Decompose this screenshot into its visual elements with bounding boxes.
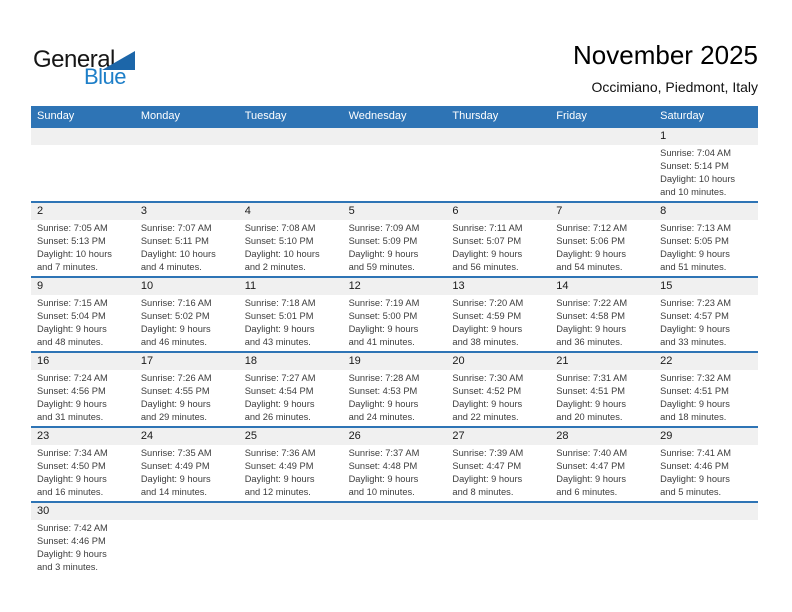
day-cell-empty [135, 145, 239, 201]
daylight-text-cont: and 14 minutes. [140, 486, 207, 497]
sunset-text: Sunset: 5:02 PM [140, 310, 210, 321]
day-number-empty [550, 128, 654, 145]
day-number-10: 10 [140, 280, 154, 292]
day-number-4: 4 [244, 205, 251, 217]
day-cell-4 [239, 220, 343, 276]
day-cell-9 [31, 295, 135, 351]
day-cell-20 [446, 370, 550, 426]
sunrise-text: Sunrise: 7:37 AM [348, 448, 420, 458]
daylight-text-cont: and 54 minutes. [556, 261, 623, 272]
day-cell-empty [654, 520, 758, 576]
day-number-band [31, 128, 758, 145]
daylight-text: Daylight: 9 hours [556, 248, 627, 259]
daylight-text-cont: and 56 minutes. [452, 261, 519, 272]
day-cell-18 [239, 370, 343, 426]
daylight-text: Daylight: 9 hours [244, 473, 315, 484]
daylight-text: Daylight: 9 hours [452, 473, 523, 484]
day-details-band [31, 220, 758, 276]
sunset-text: Sunset: 4:49 PM [244, 460, 314, 471]
sunrise-text: Sunrise: 7:41 AM [660, 448, 731, 458]
sunset-text: Sunset: 4:48 PM [348, 460, 418, 471]
sunset-text: Sunset: 4:58 PM [556, 310, 626, 321]
daylight-text-cont: and 36 minutes. [556, 336, 623, 347]
week-row [31, 351, 758, 426]
weekday-label-thursday: Thursday [452, 110, 499, 122]
daylight-text-cont: and 41 minutes. [348, 336, 415, 347]
sunset-text: Sunset: 5:11 PM [140, 235, 209, 246]
day-cell-1 [654, 145, 758, 201]
day-number-14: 14 [556, 280, 569, 292]
weekday-header-row [31, 106, 758, 126]
sunrise-text: Sunrise: 7:42 AM [37, 523, 108, 533]
daylight-text: Daylight: 9 hours [37, 398, 107, 409]
day-cell-empty [343, 520, 447, 576]
day-cell-empty [31, 145, 135, 201]
daylight-text: Daylight: 9 hours [556, 473, 627, 484]
day-number-22: 22 [660, 355, 673, 367]
general-blue-logo [33, 46, 153, 90]
sunset-text: Sunset: 4:46 PM [660, 460, 729, 471]
daylight-text: Daylight: 9 hours [140, 398, 211, 409]
page-title: November 2025 [573, 40, 758, 70]
daylight-text: Daylight: 9 hours [660, 398, 730, 409]
sunrise-text: Sunrise: 7:15 AM [37, 298, 108, 308]
day-cell-7 [550, 220, 654, 276]
day-cell-11 [239, 295, 343, 351]
week-row [31, 501, 758, 576]
sunset-text: Sunset: 5:07 PM [452, 235, 522, 246]
sunset-text: Sunset: 4:54 PM [244, 385, 314, 396]
day-number-7: 7 [556, 205, 563, 217]
day-number-band [31, 353, 758, 370]
day-cell-13 [446, 295, 550, 351]
sunset-text: Sunset: 4:50 PM [37, 460, 106, 471]
sunrise-text: Sunrise: 7:36 AM [244, 448, 316, 458]
sunset-text: Sunset: 5:13 PM [37, 235, 106, 246]
day-number-empty [343, 128, 447, 145]
sunset-text: Sunset: 4:59 PM [452, 310, 522, 321]
day-cell-10 [135, 295, 239, 351]
day-cell-21 [550, 370, 654, 426]
sunset-text: Sunset: 5:10 PM [244, 235, 314, 246]
daylight-text: Daylight: 9 hours [660, 248, 730, 259]
day-number-20: 20 [452, 355, 465, 367]
day-number-band [31, 203, 758, 220]
weekday-label-monday: Monday [140, 110, 180, 122]
sunrise-text: Sunrise: 7:39 AM [452, 448, 524, 458]
sunrise-text: Sunrise: 7:32 AM [660, 373, 731, 383]
daylight-text-cont: and 8 minutes. [452, 486, 514, 497]
daylight-text: Daylight: 9 hours [452, 248, 523, 259]
sunset-text: Sunset: 4:47 PM [452, 460, 522, 471]
sunrise-text: Sunrise: 7:40 AM [556, 448, 628, 458]
day-number-28: 28 [556, 430, 569, 442]
daylight-text-cont: and 7 minutes. [37, 261, 98, 272]
sunrise-text: Sunrise: 7:23 AM [660, 298, 731, 308]
day-cell-empty [135, 520, 239, 576]
day-cell-empty [446, 520, 550, 576]
daylight-text-cont: and 22 minutes. [452, 411, 519, 422]
day-number-3: 3 [140, 205, 147, 217]
daylight-text: Daylight: 9 hours [660, 473, 730, 484]
daylight-text: Daylight: 9 hours [452, 398, 523, 409]
day-number-1: 1 [660, 130, 667, 142]
sunset-text: Sunset: 5:01 PM [244, 310, 314, 321]
sunrise-text: Sunrise: 7:27 AM [244, 373, 316, 383]
day-number-12: 12 [348, 280, 361, 292]
location-subtitle: Occimiano, Piedmont, Italy [591, 79, 758, 95]
daylight-text: Daylight: 10 hours [37, 248, 112, 259]
sunset-text: Sunset: 4:46 PM [37, 535, 106, 546]
day-cell-empty [343, 145, 447, 201]
weekday-label-wednesday: Wednesday [348, 110, 407, 122]
day-number-empty [654, 503, 758, 520]
day-number-empty [31, 128, 135, 145]
sunset-text: Sunset: 4:49 PM [140, 460, 210, 471]
daylight-text: Daylight: 9 hours [37, 473, 107, 484]
day-number-empty [446, 503, 550, 520]
day-cell-2 [31, 220, 135, 276]
sunset-text: Sunset: 4:53 PM [348, 385, 418, 396]
day-cell-19 [343, 370, 447, 426]
daylight-text-cont: and 46 minutes. [140, 336, 207, 347]
day-number-empty [446, 128, 550, 145]
day-number-24: 24 [140, 430, 154, 442]
daylight-text-cont: and 33 minutes. [660, 336, 727, 347]
sunset-text: Sunset: 4:55 PM [140, 385, 210, 396]
week-row [31, 126, 758, 201]
day-cell-6 [446, 220, 550, 276]
day-cell-25 [239, 445, 343, 501]
title-block [573, 40, 758, 95]
daylight-text: Daylight: 9 hours [244, 398, 315, 409]
day-details-band [31, 370, 758, 426]
daylight-text-cont: and 24 minutes. [348, 411, 415, 422]
day-number-8: 8 [660, 205, 667, 217]
day-number-empty [135, 128, 239, 145]
calendar-weeks [31, 126, 758, 576]
sunrise-text: Sunrise: 7:19 AM [348, 298, 420, 308]
sunrise-text: Sunrise: 7:18 AM [244, 298, 316, 308]
daylight-text: Daylight: 9 hours [348, 323, 419, 334]
day-cell-22 [654, 370, 758, 426]
week-row [31, 201, 758, 276]
day-number-21: 21 [556, 355, 569, 367]
daylight-text-cont: and 48 minutes. [37, 336, 104, 347]
sunrise-text: Sunrise: 7:09 AM [348, 223, 420, 233]
day-number-5: 5 [348, 205, 355, 217]
day-cell-empty [446, 145, 550, 201]
day-details-band [31, 295, 758, 351]
day-details-band [31, 520, 758, 576]
day-number-6: 6 [452, 205, 459, 217]
daylight-text: Daylight: 10 hours [140, 248, 216, 259]
sunrise-text: Sunrise: 7:34 AM [37, 448, 108, 458]
day-number-band [31, 278, 758, 295]
sunrise-text: Sunrise: 7:20 AM [452, 298, 524, 308]
day-number-empty [343, 503, 447, 520]
sunrise-text: Sunrise: 7:28 AM [348, 373, 420, 383]
day-number-29: 29 [660, 430, 673, 442]
sunset-text: Sunset: 4:47 PM [556, 460, 626, 471]
day-number-18: 18 [244, 355, 257, 367]
day-number-16: 16 [37, 355, 50, 367]
daylight-text: Daylight: 9 hours [556, 398, 627, 409]
daylight-text: Daylight: 10 hours [660, 173, 736, 184]
daylight-text: Daylight: 9 hours [556, 323, 627, 334]
daylight-text-cont: and 10 minutes. [348, 486, 415, 497]
day-cell-30 [31, 520, 135, 576]
sunset-text: Sunset: 5:09 PM [348, 235, 418, 246]
day-details-band [31, 445, 758, 501]
day-cell-29 [654, 445, 758, 501]
daylight-text-cont: and 20 minutes. [556, 411, 623, 422]
daylight-text: Daylight: 9 hours [37, 323, 107, 334]
sunrise-text: Sunrise: 7:07 AM [140, 223, 212, 233]
day-cell-27 [446, 445, 550, 501]
calendar-table [31, 106, 758, 576]
day-number-9: 9 [37, 280, 44, 292]
daylight-text-cont: and 18 minutes. [660, 411, 727, 422]
daylight-text-cont: and 43 minutes. [244, 336, 311, 347]
daylight-text-cont: and 6 minutes. [556, 486, 618, 497]
daylight-text-cont: and 2 minutes. [244, 261, 306, 272]
day-number-empty [239, 503, 343, 520]
daylight-text-cont: and 4 minutes. [140, 261, 202, 272]
sunset-text: Sunset: 4:52 PM [452, 385, 522, 396]
sunrise-text: Sunrise: 7:22 AM [556, 298, 628, 308]
day-cell-empty [239, 145, 343, 201]
day-cell-8 [654, 220, 758, 276]
daylight-text: Daylight: 10 hours [244, 248, 320, 259]
daylight-text-cont: and 12 minutes. [244, 486, 311, 497]
sunrise-text: Sunrise: 7:11 AM [452, 223, 523, 233]
day-number-30: 30 [37, 505, 50, 517]
daylight-text: Daylight: 9 hours [348, 473, 419, 484]
daylight-text: Daylight: 9 hours [37, 548, 107, 559]
day-number-23: 23 [37, 430, 50, 442]
week-row [31, 276, 758, 351]
day-number-15: 15 [660, 280, 673, 292]
daylight-text-cont: and 5 minutes. [660, 486, 722, 497]
weekday-label-tuesday: Tuesday [244, 110, 287, 122]
day-number-empty [239, 128, 343, 145]
day-number-empty [550, 503, 654, 520]
weekday-label-saturday: Saturday [660, 110, 705, 122]
day-cell-empty [550, 145, 654, 201]
daylight-text: Daylight: 9 hours [348, 398, 419, 409]
sunrise-text: Sunrise: 7:08 AM [244, 223, 316, 233]
daylight-text: Daylight: 9 hours [348, 248, 419, 259]
sunrise-text: Sunrise: 7:16 AM [140, 298, 212, 308]
day-cell-17 [135, 370, 239, 426]
day-cell-5 [343, 220, 447, 276]
day-cell-empty [239, 520, 343, 576]
logo-text-blue: Blue [84, 64, 127, 89]
logo-text-general: General [33, 46, 115, 73]
sunset-text: Sunset: 4:51 PM [556, 385, 626, 396]
sunrise-text: Sunrise: 7:13 AM [660, 223, 731, 233]
daylight-text-cont: and 38 minutes. [452, 336, 519, 347]
day-number-11: 11 [244, 280, 257, 292]
day-details-band [31, 145, 758, 201]
day-cell-12 [343, 295, 447, 351]
day-cell-24 [135, 445, 239, 501]
day-cell-3 [135, 220, 239, 276]
weekday-label-sunday: Sunday [37, 110, 75, 122]
week-row [31, 426, 758, 501]
day-cell-empty [550, 520, 654, 576]
day-number-17: 17 [140, 355, 154, 367]
day-cell-16 [31, 370, 135, 426]
daylight-text-cont: and 31 minutes. [37, 411, 104, 422]
weekday-label-friday: Friday [556, 110, 587, 122]
day-cell-26 [343, 445, 447, 501]
daylight-text-cont: and 26 minutes. [244, 411, 311, 422]
day-cell-23 [31, 445, 135, 501]
daylight-text-cont: and 16 minutes. [37, 486, 104, 497]
sunset-text: Sunset: 5:14 PM [660, 160, 729, 171]
day-number-13: 13 [452, 280, 465, 292]
daylight-text: Daylight: 9 hours [140, 323, 211, 334]
sunrise-text: Sunrise: 7:24 AM [37, 373, 108, 383]
sunrise-text: Sunrise: 7:05 AM [37, 223, 108, 233]
daylight-text-cont: and 10 minutes. [660, 186, 727, 197]
daylight-text: Daylight: 9 hours [140, 473, 211, 484]
sunset-text: Sunset: 4:51 PM [660, 385, 729, 396]
daylight-text: Daylight: 9 hours [660, 323, 730, 334]
daylight-text: Daylight: 9 hours [452, 323, 523, 334]
sunrise-text: Sunrise: 7:26 AM [140, 373, 212, 383]
sunset-text: Sunset: 5:00 PM [348, 310, 418, 321]
sunset-text: Sunset: 5:05 PM [660, 235, 729, 246]
sunrise-text: Sunrise: 7:31 AM [556, 373, 628, 383]
sunset-text: Sunset: 5:04 PM [37, 310, 106, 321]
sunrise-text: Sunrise: 7:04 AM [660, 148, 731, 158]
daylight-text-cont: and 29 minutes. [140, 411, 207, 422]
daylight-text-cont: and 3 minutes. [37, 561, 98, 572]
daylight-text-cont: and 51 minutes. [660, 261, 727, 272]
sunrise-text: Sunrise: 7:35 AM [140, 448, 212, 458]
day-cell-28 [550, 445, 654, 501]
day-number-25: 25 [244, 430, 257, 442]
day-number-19: 19 [348, 355, 361, 367]
day-cell-14 [550, 295, 654, 351]
day-number-26: 26 [348, 430, 361, 442]
sunset-text: Sunset: 5:06 PM [556, 235, 626, 246]
day-cell-15 [654, 295, 758, 351]
sunset-text: Sunset: 4:57 PM [660, 310, 729, 321]
sunrise-text: Sunrise: 7:30 AM [452, 373, 524, 383]
day-number-band [31, 503, 758, 520]
day-number-band [31, 428, 758, 445]
sunset-text: Sunset: 4:56 PM [37, 385, 106, 396]
daylight-text: Daylight: 9 hours [244, 323, 315, 334]
day-number-27: 27 [452, 430, 465, 442]
daylight-text-cont: and 59 minutes. [348, 261, 415, 272]
day-number-empty [135, 503, 239, 520]
sunrise-text: Sunrise: 7:12 AM [556, 223, 628, 233]
day-number-2: 2 [37, 205, 44, 217]
